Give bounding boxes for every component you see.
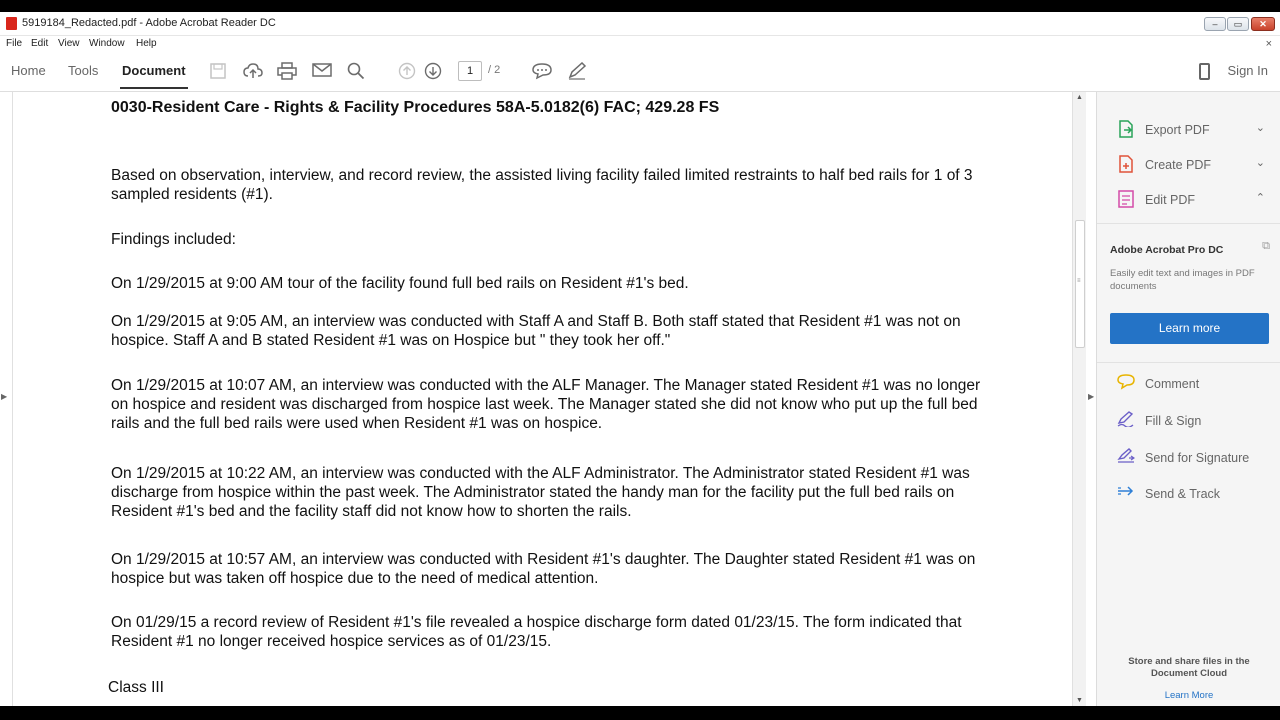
paragraph-summary: Based on observation, interview, and record review, the assisted living facility failed limited restraints to half bed rails for 1 of 3 sampled residents (#1). — [111, 167, 973, 203]
menu-file[interactable]: File — [6, 38, 23, 49]
menu-edit[interactable]: Edit — [31, 38, 49, 49]
active-tab-indicator — [120, 87, 188, 89]
tab-tools[interactable]: Tools — [68, 63, 99, 78]
send-signature-icon — [1117, 448, 1135, 466]
learn-more-button[interactable]: Learn more — [1110, 313, 1269, 344]
tool-label: Send for Signature — [1145, 451, 1250, 465]
document-viewer[interactable] — [0, 92, 1072, 706]
search-icon[interactable] — [346, 62, 366, 82]
vertical-scrollbar[interactable] — [1072, 92, 1086, 706]
tool-fill-sign[interactable] — [1097, 407, 1280, 435]
paragraph-manager-interview: On 1/29/2015 at 10:07 AM, an interview was conducted with the ALF Manager. The Manager stated Resident #1 was no longer on hospice and resident was discharged from hospice last week. The Manager stated she did not know who put up the full bed rails and the full bed rails were used when Resident #1 was on hospice. — [111, 377, 981, 432]
menu-window[interactable]: Window — [89, 38, 125, 49]
mobile-icon[interactable] — [1199, 63, 1210, 80]
prev-page-icon[interactable] — [397, 62, 417, 82]
fill-sign-icon — [1117, 411, 1135, 429]
tool-label: Edit PDF — [1145, 193, 1196, 207]
paragraph-tour: On 1/29/2015 at 9:00 AM tour of the facility found full bed rails on Resident #1's bed. — [111, 275, 689, 292]
title-bar — [0, 12, 1280, 36]
chevron-down-icon[interactable]: ⌄ — [1255, 157, 1265, 169]
page-number-input[interactable]: 1 — [458, 61, 482, 81]
tool-edit-pdf[interactable] — [1097, 186, 1280, 214]
document-cloud-learn-more-link[interactable]: Learn More — [1164, 690, 1214, 701]
pen-icon[interactable] — [567, 62, 587, 82]
tool-label: Comment — [1145, 377, 1200, 391]
right-tools-pane — [1096, 92, 1280, 706]
create-pdf-icon — [1117, 155, 1135, 173]
menu-help[interactable]: Help — [136, 38, 157, 49]
next-page-icon[interactable] — [423, 62, 443, 82]
menu-view[interactable]: View — [58, 38, 80, 49]
comment-icon — [1117, 374, 1135, 392]
tool-label: Export PDF — [1145, 123, 1210, 137]
edit-pdf-icon — [1117, 190, 1135, 208]
document-cloud-text: Store and share files in the Document Cloud — [1128, 656, 1250, 679]
paragraph-record-review: On 01/29/15 a record review of Resident #1's file revealed a hospice discharge form dated 01/23/15. The form indicated that Resident #1 no longer received hospice services as of 01/23/15. — [111, 614, 962, 650]
tool-comment[interactable] — [1097, 370, 1280, 398]
chevron-down-icon[interactable]: ⌄ — [1255, 122, 1265, 134]
tool-export-pdf[interactable] — [1097, 116, 1280, 144]
page-total: / 2 — [488, 64, 501, 76]
right-pane-toggle-icon[interactable]: ▶ — [1088, 392, 1095, 401]
tab-document[interactable]: Document — [122, 63, 186, 78]
paragraph-class: Class III — [108, 679, 164, 696]
document-close-icon[interactable]: × — [1265, 38, 1272, 50]
print-icon[interactable] — [277, 62, 297, 82]
close-button[interactable]: ✕ — [1251, 17, 1275, 31]
acrobat-window — [0, 12, 1280, 706]
scroll-up-icon[interactable]: ▲ — [1076, 94, 1083, 101]
tool-create-pdf[interactable] — [1097, 151, 1280, 179]
divider — [1097, 362, 1280, 363]
maximize-button[interactable]: ▭ — [1227, 17, 1249, 31]
email-icon[interactable] — [312, 62, 332, 82]
send-track-icon — [1117, 484, 1135, 502]
left-panel-toggle-icon[interactable]: ▶ — [1, 392, 8, 401]
tool-label: Create PDF — [1145, 158, 1211, 172]
menu-bar — [0, 36, 1280, 52]
upload-icon[interactable] — [243, 62, 263, 82]
tool-label: Send & Track — [1145, 487, 1221, 501]
comment-icon[interactable] — [532, 62, 552, 82]
tab-home[interactable]: Home — [11, 63, 46, 78]
document-heading: 0030-Resident Care - Rights & Facility Procedures 58A-5.0182(6) FAC; 429.28 FS — [111, 99, 720, 116]
export-pdf-icon — [1117, 120, 1135, 138]
tool-send-track[interactable] — [1097, 480, 1280, 508]
tool-send-for-signature[interactable] — [1097, 444, 1280, 472]
minimize-button[interactable]: – — [1204, 17, 1226, 31]
divider — [1097, 223, 1280, 224]
toolbar — [0, 52, 1280, 92]
scroll-grip-icon: ≡ — [1077, 278, 1081, 284]
tool-label: Fill & Sign — [1145, 414, 1202, 428]
paragraph-daughter-interview: On 1/29/2015 at 10:57 AM, an interview was conducted with Resident #1's daughter. The Daughter stated Resident #1 was on hospice but was taken off hospice due to the need of medical attention. — [111, 551, 976, 587]
pdf-page — [12, 92, 1070, 706]
sign-in-link[interactable]: Sign In — [1227, 63, 1268, 78]
window-title: 5919184_Redacted.pdf - Adobe Acrobat Reader DC — [22, 17, 276, 29]
scroll-thumb[interactable] — [1075, 220, 1085, 348]
chevron-up-icon[interactable]: ⌃ — [1255, 192, 1265, 204]
pdf-file-icon — [6, 17, 17, 30]
scroll-down-icon[interactable]: ▼ — [1076, 697, 1083, 704]
paragraph-administrator-interview: On 1/29/2015 at 10:22 AM, an interview was conducted with the ALF Administrator. The Administrator stated Resident #1 was discharge from hospice within the past week. The Administrator stated the handy man for the facility put the full bed rails on Resident #1's bed and the facility staff did not know how to shorten the rails. — [111, 465, 970, 520]
paragraph-staff-interview: On 1/29/2015 at 9:05 AM, an interview was conducted with Staff A and Staff B. Both staff stated that Resident #1 was not on hospice. Staff A and B stated Resident #1 was on Hospice but " they took her off." — [111, 313, 961, 349]
promo-title: Adobe Acrobat Pro DC — [1110, 244, 1224, 256]
save-icon[interactable] — [208, 62, 228, 82]
paragraph-findings: Findings included: — [111, 231, 236, 248]
promo-description: Easily edit text and images in PDF documents — [1110, 268, 1255, 292]
right-pane-separator — [1086, 92, 1096, 706]
promo-close-icon[interactable]: ⧉ — [1262, 240, 1270, 252]
